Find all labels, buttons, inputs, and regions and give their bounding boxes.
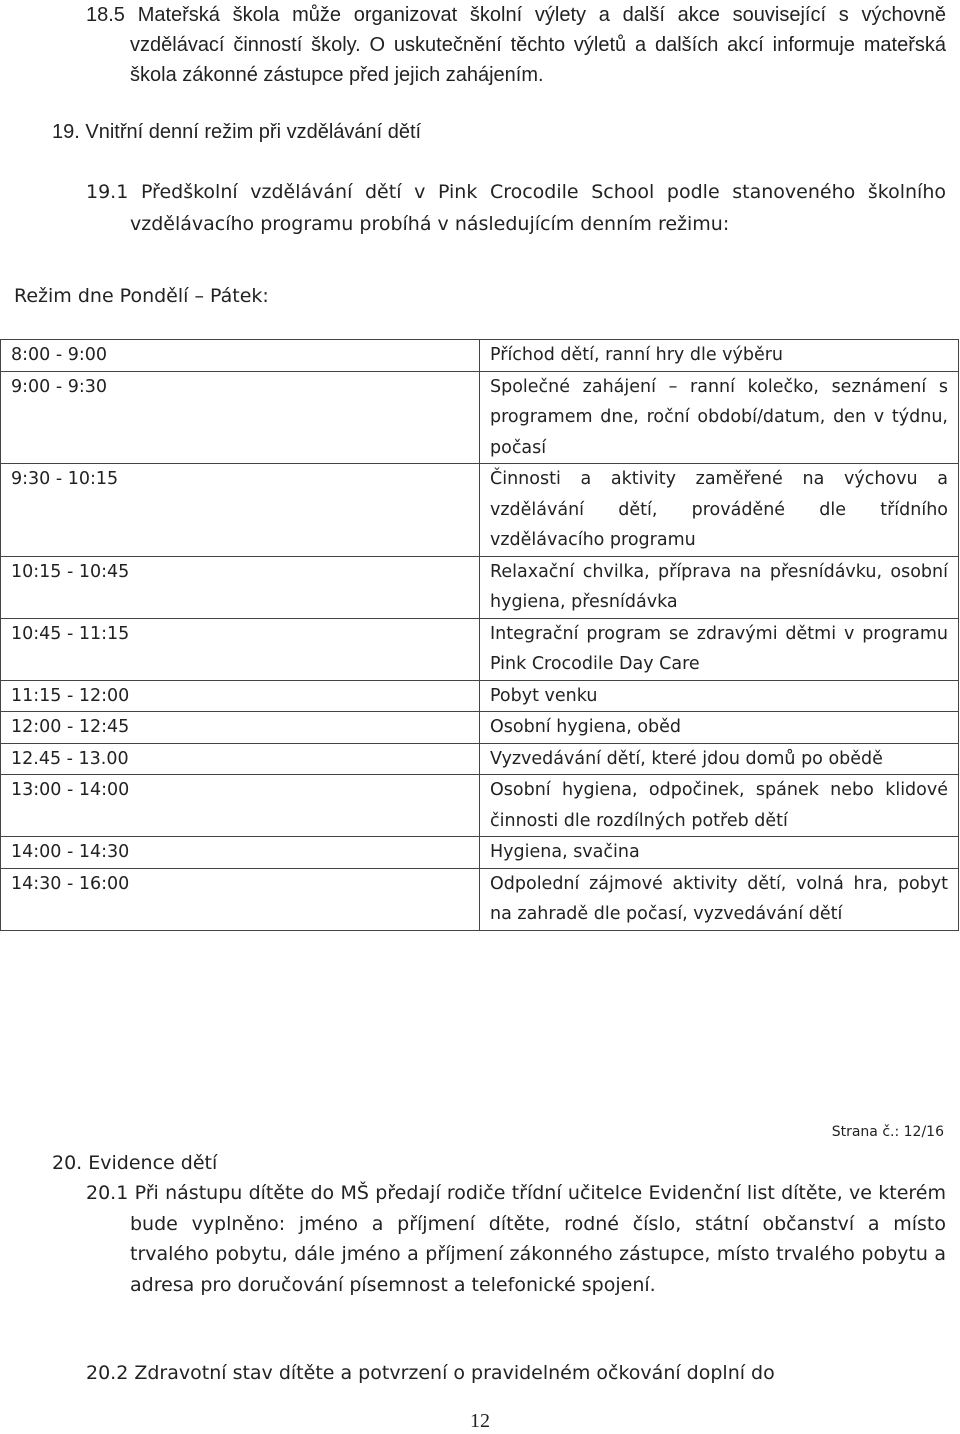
schedule-activity: Odpolední zájmové aktivity dětí, volná hra, pobyt na zahradě dle počasí, vyzvedávání dětí xyxy=(480,868,959,930)
section-text: Zdravotní stav dítěte a potvrzení o pravidelném očkování doplní do xyxy=(134,1362,775,1384)
heading-title: Vnitřní denní režim při vzdělávání dětí xyxy=(85,121,422,143)
schedule-activity: Činnosti a aktivity zaměřené na výchovu a vzdělávání dětí, prováděné dle třídního vzdělávacího programu xyxy=(480,464,959,557)
schedule-time: 12.45 - 13.00 xyxy=(1,743,480,775)
page-number: 12 xyxy=(470,1410,490,1432)
paragraph-20-2 xyxy=(86,1358,946,1388)
schedule-activity: Příchod dětí, ranní hry dle výběru xyxy=(480,340,959,372)
paragraph-19-1 xyxy=(86,176,946,240)
section-text: Předškolní vzdělávání dětí v Pink Crocodile School podle stanoveného školního vzdělávacího programu probíhá v následujícím denním režimu: xyxy=(130,181,946,235)
heading-number: 19. xyxy=(52,121,80,143)
daily-schedule-table xyxy=(0,339,959,931)
schedule-time: 10:15 - 10:45 xyxy=(1,556,480,618)
schedule-row xyxy=(1,464,959,557)
schedule-row xyxy=(1,775,959,837)
heading-19 xyxy=(52,118,421,146)
schedule-row xyxy=(1,371,959,464)
schedule-row xyxy=(1,837,959,869)
schedule-activity: Osobní hygiena, oběd xyxy=(480,712,959,744)
section-text: Při nástupu dítěte do MŠ předají rodiče třídní učitelce Evidenční list dítěte, ve kterém bude vyplněno: jméno a příjmení dítěte, rodné číslo, státní občanství a místo trvalého pobytu, dále jméno a příjmení zákonného zástupce, místo trvalého pobytu a adresa pro doručování písemnost a telefonické spojení. xyxy=(130,1182,946,1296)
schedule-activity: Vyzvedávání dětí, které jdou domů po obědě xyxy=(480,743,959,775)
schedule-time: 12:00 - 12:45 xyxy=(1,712,480,744)
schedule-activity: Integrační program se zdravými dětmi v programu Pink Crocodile Day Care xyxy=(480,618,959,680)
section-number: 18.5 xyxy=(86,4,125,26)
schedule-activity: Osobní hygiena, odpočinek, spánek nebo klidové činnosti dle rozdílných potřeb dětí xyxy=(480,775,959,837)
schedule-activity: Pobyt venku xyxy=(480,680,959,712)
heading-number: 20. xyxy=(52,1152,83,1174)
schedule-row xyxy=(1,618,959,680)
schedule-row xyxy=(1,712,959,744)
schedule-time: 9:00 - 9:30 xyxy=(1,371,480,464)
section-number: 20.2 xyxy=(86,1362,129,1384)
schedule-row xyxy=(1,743,959,775)
schedule-time: 9:30 - 10:15 xyxy=(1,464,480,557)
heading-title: Evidence dětí xyxy=(88,1152,218,1174)
schedule-time: 10:45 - 11:15 xyxy=(1,618,480,680)
schedule-activity: Společné zahájení – ranní kolečko, seznámení s programem dne, roční období/datum, den v týdnu, počasí xyxy=(480,371,959,464)
section-number: 20.1 xyxy=(86,1182,129,1204)
schedule-time: 13:00 - 14:00 xyxy=(1,775,480,837)
schedule-row xyxy=(1,680,959,712)
schedule-row xyxy=(1,556,959,618)
paragraph-20-1 xyxy=(86,1178,946,1300)
schedule-body xyxy=(1,340,959,931)
schedule-time: 14:30 - 16:00 xyxy=(1,868,480,930)
schedule-activity: Relaxační chvilka, příprava na přesnídávku, osobní hygiena, přesnídávka xyxy=(480,556,959,618)
schedule-row xyxy=(1,340,959,372)
section-text: Mateřská škola může organizovat školní výlety a další akce související s výchovně vzdělávací činností školy. O uskutečnění těchto výletů a dalších akcí informuje mateřská škola zákonné zástupce před jejich zahájením. xyxy=(130,4,946,86)
schedule-time: 14:00 - 14:30 xyxy=(1,837,480,869)
heading-20 xyxy=(52,1148,217,1178)
paragraph-18-5 xyxy=(86,0,946,90)
schedule-activity: Hygiena, svačina xyxy=(480,837,959,869)
section-number: 19.1 xyxy=(86,181,129,203)
schedule-time: 8:00 - 9:00 xyxy=(1,340,480,372)
schedule-row xyxy=(1,868,959,930)
schedule-time: 11:15 - 12:00 xyxy=(1,680,480,712)
schedule-label: Režim dne Pondělí – Pátek: xyxy=(14,285,269,307)
page-counter: Strana č.: 12/16 xyxy=(831,1124,944,1140)
